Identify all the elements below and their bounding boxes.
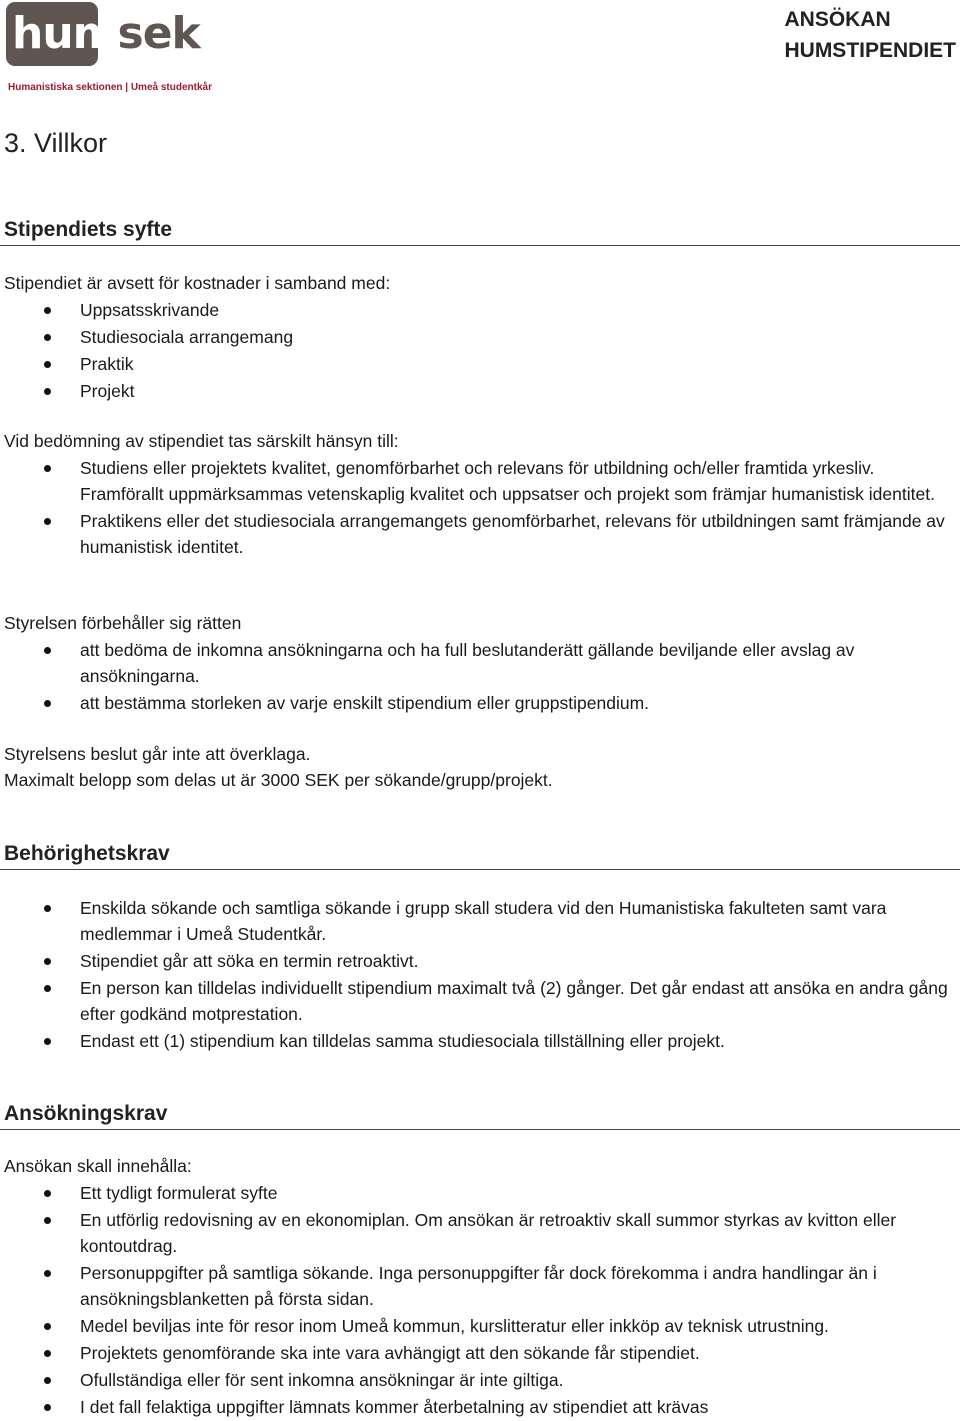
bullet-icon [44,1350,51,1357]
list-item [0,324,960,350]
bullet-icon [44,388,51,395]
list-item [0,455,960,507]
list-item-text: Stipendiet går att söka en termin retroaktivt. [80,951,419,971]
list-item-text: Uppsatsskrivande [80,300,220,320]
bullet-icon [44,1217,51,1224]
heading-stipendiets-syfte: Stipendiets syfte [0,216,960,246]
list-item-text: Medel beviljas inte för resor inom Umeå kommun, kurslitteratur eller inkköp av teknisk utrustning. [80,1316,829,1336]
list-item [0,637,960,689]
bullet-icon [44,1323,51,1330]
list-item [0,378,960,404]
final-note-2: Maximalt belopp som delas ut är 3000 SEK per sökande/grupp/projekt. [4,770,553,790]
bullet-icon [44,465,51,472]
list-item-text: En utförlig redovisning av en ekonomiplan. Om ansökan är retroaktiv skall summor styrkas av kvitton eller kontoutdrag. [80,1210,897,1256]
ansokning-intro: Ansökan skall innehålla: [4,1156,192,1176]
heading-behorighetskrav: Behörighetskrav [0,840,960,870]
list-item [0,975,960,1027]
list-item-text: En person kan tilldelas individuellt stipendium maximalt två (2) gånger. Det går endast att ansöka en andra gång efter godkänd motprestation. [80,978,948,1024]
list-item [0,351,960,377]
list-item [0,1340,960,1366]
list-item-text: Enskilda sökande och samtliga sökande i grupp skall studera vid den Humanistiska fakulteten samt vara medlemmar i Umeå Studentkår. [80,898,887,944]
logo-wordmark [12,6,200,62]
logo-word-hum: hum [12,8,118,59]
list-item [0,895,960,947]
list-item-text: Endast ett (1) stipendium kan tilldelas samma studiesociala tillställning eller projekt. [80,1031,725,1051]
ansokning-list [0,1180,960,1421]
bullet-icon [44,1270,51,1277]
list-item [0,1260,960,1312]
bullet-icon [44,307,51,314]
bullet-icon [44,958,51,965]
section-title: 3. Villkor [4,128,108,158]
list-item-text: Projekt [80,381,135,401]
logo-tagline: Humanistiska sektionen | Umeå studentkår [8,82,212,93]
bullet-icon [44,334,51,341]
list-item-text: Praktikens eller det studiesociala arrangemangets genomförbarhet, relevans för utbildningen samt främjande av humanistisk identitet. [80,511,945,557]
list-item-text: Studiens eller projektets kvalitet, genomförbarhet och relevans för utbildning och/eller framtida yrkesliv. Framförallt uppmärksammas vetenskaplig kvalitet och uppsatser och projekt som främjar humanistisk identitet. [80,458,935,504]
board-list [0,637,960,717]
document-title [784,4,956,66]
bullet-icon [44,905,51,912]
list-item-text: Ofullständiga eller för sent inkomna ansökningar är inte giltiga. [80,1370,564,1390]
document-title-line-2: HUMSTIPENDIET [784,39,956,62]
bullet-icon [44,647,51,654]
document-title-line-1: ANSÖKAN [784,8,891,31]
list-item [0,1313,960,1339]
bullet-icon [44,1038,51,1045]
bullet-icon [44,518,51,525]
bullet-icon [44,1190,51,1197]
list-item [0,948,960,974]
board-intro: Styrelsen förbehåller sig rätten [4,613,242,633]
bullet-icon [44,1377,51,1384]
syfte-list [0,297,960,405]
list-item [0,1394,960,1420]
list-item-text: Projektets genomförande ska inte vara avhängigt att den sökande får stipendiet. [80,1343,700,1363]
list-item-text: att bestämma storleken av varje enskilt stipendium eller gruppstipendium. [80,693,650,713]
list-item [0,1028,960,1054]
final-note-1: Styrelsens beslut går inte att överklaga. [4,744,311,764]
list-item-text: att bedöma de inkomna ansökningarna och ha full beslutanderätt gällande beviljande eller avslag av ansökningarna. [80,640,855,686]
humsek-logo [6,2,212,94]
bullet-icon [44,985,51,992]
list-item-text: I det fall felaktiga uppgifter lämnats kommer återbetalning av stipendiet att krävas [80,1397,709,1417]
bullet-icon [44,361,51,368]
list-item-text: Studiesociala arrangemang [80,327,294,347]
bullet-icon [44,1404,51,1411]
list-item [0,1207,960,1259]
syfte-intro: Stipendiet är avsett för kostnader i samband med: [4,273,391,293]
list-item [0,508,960,560]
assessment-list [0,455,960,561]
list-item-text: Personuppgifter på samtliga sökande. Inga personuppgifter får dock förekomma i andra handlingar än i ansökningsblanketten på första sidan. [80,1263,877,1309]
bullet-icon [44,700,51,707]
heading-ansokningskrav: Ansökningskrav [0,1100,960,1130]
assessment-intro: Vid bedömning av stipendiet tas särskilt hänsyn till: [4,431,399,451]
list-item [0,1367,960,1393]
list-item-text: Ett tydligt formulerat syfte [80,1183,278,1203]
list-item [0,297,960,323]
behorighet-list [0,895,960,1055]
list-item [0,690,960,716]
list-item-text: Praktik [80,354,134,374]
list-item [0,1180,960,1206]
logo-word-sek: sek [117,8,200,59]
